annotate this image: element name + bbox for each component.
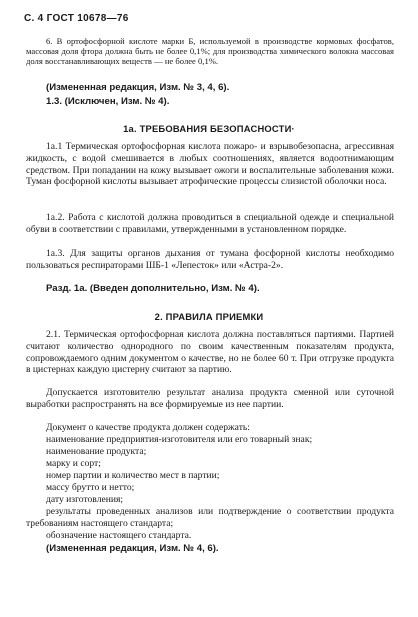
amendment-note-2: (Измененная редакция, Изм. № 4, 6).: [46, 543, 219, 554]
doc-line-product-name: наименование продукта;: [46, 446, 147, 457]
item-2-1-paragraph: 2.1. Термическая ортофосфорная кислота должна поставляться партиями. Партией считают количество однородного по своим качественным показателям продукта, сопровождаемого одним документом о качестве, но не более 60 т. При отгрузке продукта в цистернах каждую цистерну считают за партию.: [26, 329, 394, 376]
section-1a-heading: 1а. ТРЕБОВАНИЯ БЕЗОПАСНОСТИ·: [123, 123, 295, 134]
doc-line-results: результаты проведенных анализов или подтверждение о соответствии продукта требованиям настоящего стандарта;: [26, 506, 394, 529]
section-2-heading: 2. ПРАВИЛА ПРИЕМКИ: [154, 311, 264, 322]
amendment-note-1: (Измененная редакция, Изм. № 3, 4, 6).: [46, 82, 230, 93]
doc-line-manufacturer: наименование предприятия-изготовителя или его товарный знак;: [46, 434, 313, 445]
item-1a3-paragraph: 1а.3. Для защиты органов дыхания от тумана фосфорной кислоты необходимо пользоваться респираторами ШБ-1 «Лепесток» или «Астра-2».: [26, 248, 394, 271]
doc-line-batch-number: номер партии и количество мест в партии;: [46, 470, 220, 481]
doc-line-designation: обозначение настоящего стандарта.: [46, 530, 192, 541]
doc-requirements-intro: Документ о качестве продукта должен содержать:: [46, 422, 250, 433]
allowance-paragraph: Допускается изготовителю результат анализа продукта сменной или суточной выработки распространять на все формируемые из нее партии.: [26, 387, 394, 410]
item-6-paragraph: 6. В ортофосфорной кислоте марки Б, используемой в производстве кормовых фосфатов, массовая доля фтора должна быть не более 0,1%; для производства химического волокна массовая доля восстанавливающих веществ — не более 0,1%.: [26, 36, 394, 67]
item-1a2-paragraph: 1а.2. Работа с кислотой должна проводиться в специальной одежде и специальной обуви в соответствии с правилами, утвержденными в установленном порядке.: [26, 212, 394, 235]
doc-line-grade: марку и сорт;: [46, 458, 101, 469]
doc-line-mass: массу брутто и нетто;: [46, 482, 135, 493]
section-1a-introduced-note: Разд. 1а. (Введен дополнительно, Изм. № 4).: [46, 283, 260, 294]
item-1a1-paragraph: 1а.1 Термическая ортофосфорная кислота пожаро- и взрывобезопасна, агрессивная жидкость, с водой смешивается в любых соотношениях, является водоотнимающим средством. При попадании на кожу вызывает ожоги и воспалительные заболевания кожи. Туман фосфорной кислоты вызывает атрофические процессы слизистой оболочки носа.: [26, 141, 394, 188]
page-header: С. 4 ГОСТ 10678—76: [24, 13, 129, 24]
item-1-3-excluded: 1.3. (Исключен, Изм. № 4).: [46, 96, 170, 107]
doc-line-date: дату изготовления;: [46, 494, 124, 505]
